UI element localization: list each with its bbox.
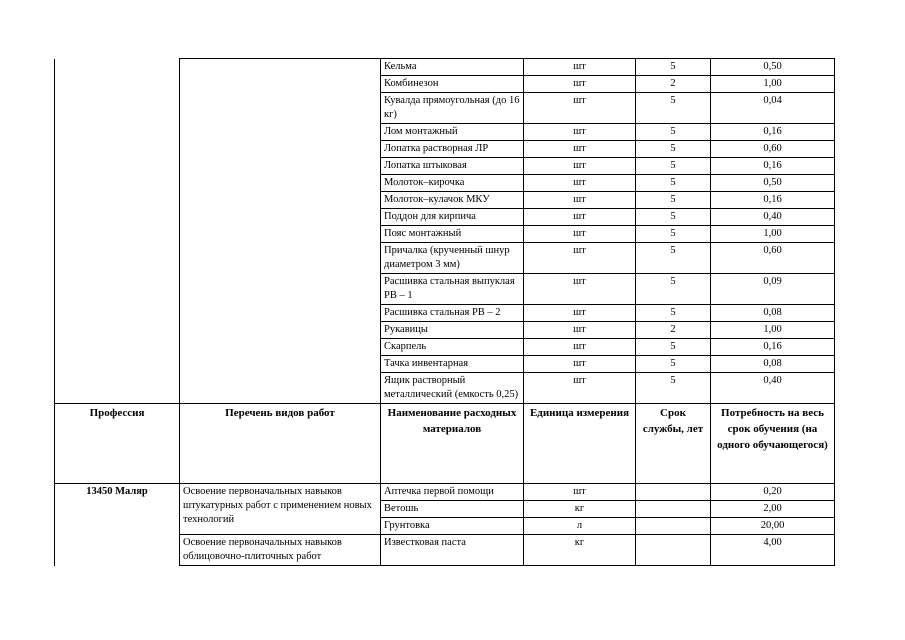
material-unit: шт — [524, 339, 636, 356]
material-unit: л — [524, 518, 636, 535]
material-term: 2 — [636, 322, 711, 339]
material-name: Причалка (крученный шнур диаметром 3 мм) — [381, 243, 524, 274]
material-need: 0,60 — [711, 243, 835, 274]
material-need: 0,50 — [711, 175, 835, 192]
header-profession: Профессия — [55, 404, 180, 484]
material-need: 0,08 — [711, 356, 835, 373]
profession-cell: 13450 Маляр — [55, 484, 180, 566]
material-need: 0,16 — [711, 124, 835, 141]
material-term — [636, 484, 711, 501]
material-name: Пояс монтажный — [381, 226, 524, 243]
material-term: 5 — [636, 141, 711, 158]
material-term: 5 — [636, 175, 711, 192]
material-need: 2,00 — [711, 501, 835, 518]
material-term: 2 — [636, 76, 711, 93]
material-unit: шт — [524, 322, 636, 339]
material-need: 4,00 — [711, 535, 835, 566]
material-unit: шт — [524, 356, 636, 373]
table-header — [55, 404, 835, 484]
material-name: Рукавицы — [381, 322, 524, 339]
material-name: Тачка инвентарная — [381, 356, 524, 373]
material-unit: шт — [524, 175, 636, 192]
material-need: 0,40 — [711, 209, 835, 226]
material-unit: шт — [524, 274, 636, 305]
material-need: 0,60 — [711, 141, 835, 158]
table-row — [55, 59, 835, 76]
material-unit: шт — [524, 209, 636, 226]
work-cell-continued — [180, 59, 381, 404]
material-term: 5 — [636, 209, 711, 226]
material-unit: шт — [524, 192, 636, 209]
material-name: Лопатка растворная ЛР — [381, 141, 524, 158]
work-cell-2: Освоение первоначальных навыков облицовочно-плиточных работ — [180, 535, 381, 566]
material-need: 0,08 — [711, 305, 835, 322]
material-unit: шт — [524, 158, 636, 175]
material-term: 5 — [636, 274, 711, 305]
table-row — [55, 484, 835, 501]
material-need: 0,16 — [711, 192, 835, 209]
material-name: Кувалда прямоугольная (до 16 кг) — [381, 93, 524, 124]
material-term: 5 — [636, 226, 711, 243]
material-name: Известковая паста — [381, 535, 524, 566]
material-name: Расшивка стальная выпуклая РВ – 1 — [381, 274, 524, 305]
material-term: 5 — [636, 305, 711, 322]
material-term: 5 — [636, 124, 711, 141]
material-unit: шт — [524, 76, 636, 93]
material-unit: шт — [524, 93, 636, 124]
material-need: 0,40 — [711, 373, 835, 404]
header-term: Срок службы, лет — [636, 404, 711, 484]
material-unit: шт — [524, 373, 636, 404]
material-need: 20,00 — [711, 518, 835, 535]
material-unit: кг — [524, 535, 636, 566]
material-unit: шт — [524, 124, 636, 141]
material-name: Расшивка стальная РВ – 2 — [381, 305, 524, 322]
material-name: Ящик растворный металлический (емкость 0,25) — [381, 373, 524, 404]
material-name: Аптечка первой помощи — [381, 484, 524, 501]
material-unit: шт — [524, 226, 636, 243]
material-need: 0,16 — [711, 158, 835, 175]
material-term — [636, 535, 711, 566]
material-unit: шт — [524, 141, 636, 158]
material-term — [636, 518, 711, 535]
material-term: 5 — [636, 373, 711, 404]
material-need: 0,20 — [711, 484, 835, 501]
material-need: 1,00 — [711, 76, 835, 93]
top-rows — [55, 59, 835, 404]
material-term: 5 — [636, 339, 711, 356]
material-term: 5 — [636, 158, 711, 175]
material-term: 5 — [636, 93, 711, 124]
material-need: 0,04 — [711, 93, 835, 124]
header-works: Перечень видов работ — [180, 404, 381, 484]
material-name: Лопатка штыковая — [381, 158, 524, 175]
material-name: Молоток–кулачок МКУ — [381, 192, 524, 209]
material-term: 5 — [636, 356, 711, 373]
material-unit: шт — [524, 484, 636, 501]
material-need: 0,50 — [711, 59, 835, 76]
material-name: Грунтовка — [381, 518, 524, 535]
section-body — [55, 484, 835, 566]
material-unit: шт — [524, 243, 636, 274]
material-name: Комбинезон — [381, 76, 524, 93]
profession-cell-continued — [55, 59, 180, 404]
header-need: Потребность на весь срок обучения (на одного обучающегося) — [711, 404, 835, 484]
material-name: Молоток–кирочка — [381, 175, 524, 192]
material-unit: кг — [524, 501, 636, 518]
material-need: 0,16 — [711, 339, 835, 356]
material-term: 5 — [636, 59, 711, 76]
material-need: 1,00 — [711, 226, 835, 243]
material-unit: шт — [524, 305, 636, 322]
header-materials: Наименование расходных материалов — [381, 404, 524, 484]
material-term: 5 — [636, 243, 711, 274]
materials-table — [54, 58, 835, 566]
header-unit: Единица измерения — [524, 404, 636, 484]
material-need: 1,00 — [711, 322, 835, 339]
material-term — [636, 501, 711, 518]
material-name: Кельма — [381, 59, 524, 76]
material-name: Поддон для кирпича — [381, 209, 524, 226]
material-need: 0,09 — [711, 274, 835, 305]
material-term: 5 — [636, 192, 711, 209]
material-name: Ветошь — [381, 501, 524, 518]
work-cell-1: Освоение первоначальных навыков штукатурных работ с применением новых технологий — [180, 484, 381, 535]
material-unit: шт — [524, 59, 636, 76]
material-name: Лом монтажный — [381, 124, 524, 141]
material-name: Скарпель — [381, 339, 524, 356]
